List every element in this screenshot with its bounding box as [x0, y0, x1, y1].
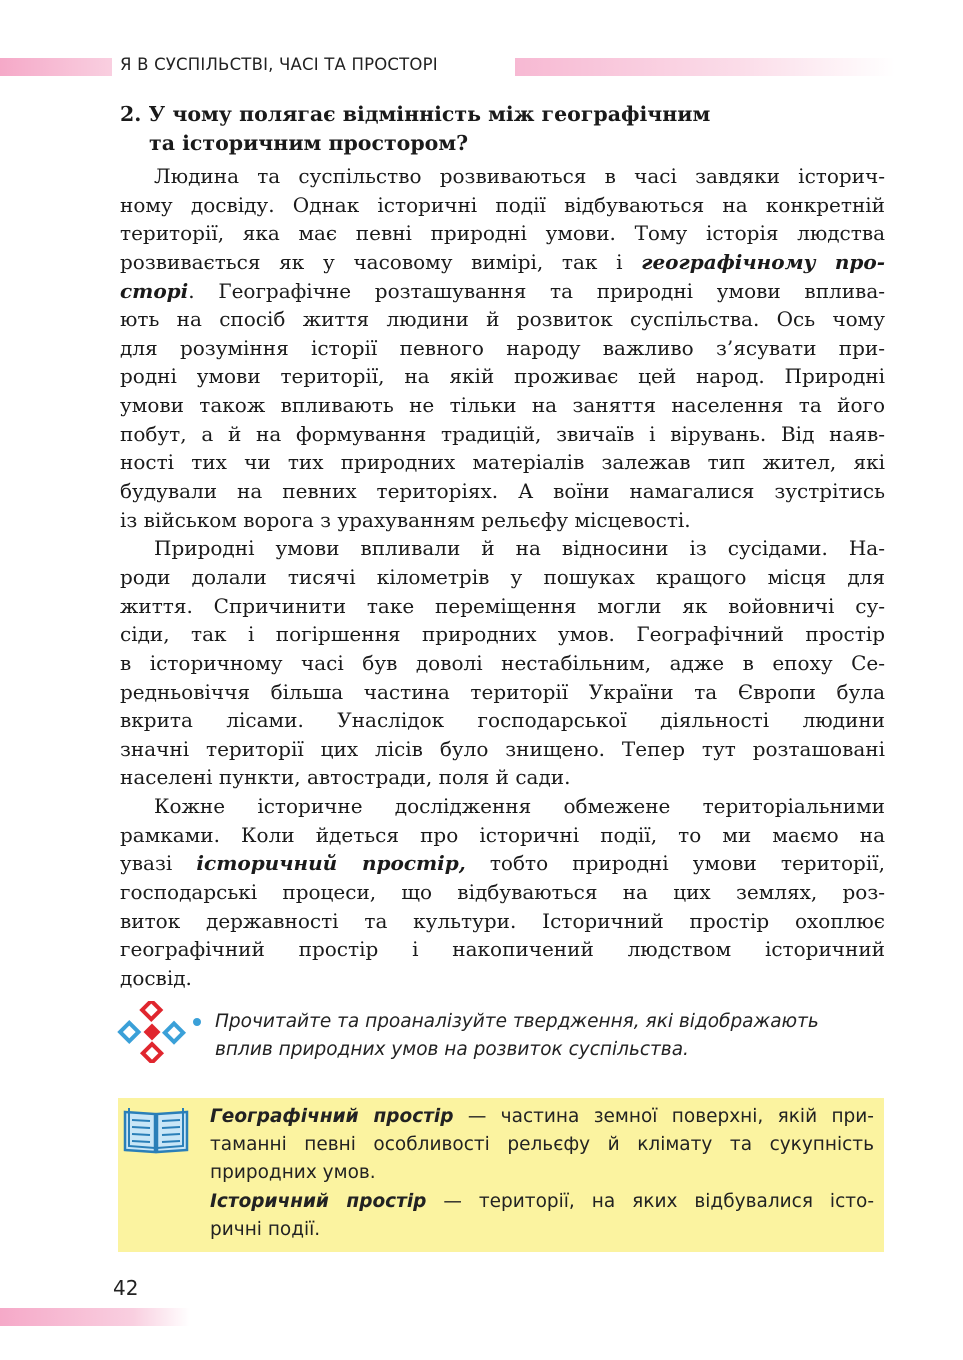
task-line: вплив природних умов на розвиток суспільства. [215, 1039, 689, 1060]
body-line [120, 907, 885, 936]
definition-geo-line: таманні певні особливості рельєфу й клімату та сукупність [210, 1134, 874, 1156]
body-text-run: сіди, так і погіршення природних умов. Географічний простір [120, 622, 885, 647]
definitions-text [210, 1103, 874, 1244]
body-text-run: досвід. [120, 965, 192, 990]
body-line [120, 706, 885, 735]
body-text-run: увазі [120, 851, 197, 876]
definition-hist-line [210, 1188, 874, 1216]
body-line [120, 191, 885, 220]
task-line: Прочитайте та проаналізуйте твердження, які відображають [215, 1011, 819, 1032]
section-number: 2. [120, 102, 142, 126]
emphasized-term: сторі [120, 278, 189, 303]
page-number: 42 [113, 1276, 139, 1300]
footer-decor [0, 1308, 190, 1326]
emphasized-term: історичний простір, [196, 851, 466, 876]
body-text-run: ному досвіду. Однак історичні події відбуваються на конкретній [120, 192, 885, 217]
body-text-run: умови також впливають не тільки на заняття населення та його [120, 393, 885, 418]
body-text-run: життя. Спричинити таке переміщення могли як войовничі су- [120, 593, 885, 618]
body-line [120, 506, 885, 535]
body-text-run: виток державності та культури. Історичний простір охоплює [120, 908, 885, 933]
body-text-run: ності тих чи тих природних матеріалів залежав тип жител, які [120, 450, 885, 475]
body-line [120, 219, 885, 248]
body-text-run: господарські процеси, що відбуваються на цих землях, роз- [120, 880, 885, 905]
task-diamond-icon [117, 1001, 187, 1063]
definition-geo-line: природних умов. [210, 1162, 376, 1184]
body-line [120, 821, 885, 850]
body-text-run: редньовіччя більша частина території України та Європи була [120, 679, 885, 704]
section-question-line1: У чому полягає відмінність між географічним [148, 102, 711, 126]
body-line [120, 420, 885, 449]
body-text [120, 162, 885, 993]
body-text-run: Людина та суспільство розвиваються в часі завдяки історич- [154, 164, 885, 188]
body-line [120, 849, 885, 878]
body-text-run: Природні умови впливали й на відносини із сусідами. На- [154, 536, 885, 561]
body-line [120, 649, 885, 678]
body-line [120, 334, 885, 363]
emphasized-term: географічному про- [641, 249, 885, 274]
body-line [120, 305, 885, 334]
body-line [120, 678, 885, 707]
body-line [120, 763, 885, 792]
body-text-run: ють на спосіб життя людини й розвиток суспільства. Ось чому [120, 307, 885, 332]
definition-geo-text: — частина земної поверхні, якій при- [453, 1106, 874, 1127]
body-text-run: побут, а й на формування традицій, звичаїв і вірувань. Від наяв- [120, 421, 885, 446]
definition-hist-text: — території, на яких відбувалися істо- [426, 1190, 874, 1212]
header-decor-left [0, 58, 112, 76]
body-line [120, 964, 885, 993]
body-text-run: в історичному часі був доволі нестабільним, адже в епоху Се- [120, 650, 885, 675]
term-geographic-space: Географічний простір [210, 1106, 454, 1127]
body-text-run: . Географічне розташування та природні умови вплива- [188, 278, 885, 303]
body-line [120, 162, 885, 191]
body-text-run: населені пункти, автостради, поля й сади. [120, 765, 571, 790]
body-text-run: рамками. Коли йдеться про історичні події, то ми маємо на [120, 822, 885, 847]
body-text-run: розвивається як у часовому вимірі, так і [120, 249, 642, 274]
bullet-icon [193, 1018, 201, 1026]
body-line [120, 391, 885, 420]
body-text-run: роди долали тисячі кілометрів у пошуках кращого місця для [120, 564, 885, 589]
body-text-run: вкрита лісами. Унаслідок господарської діяльності людини [120, 708, 885, 733]
body-line [120, 563, 885, 592]
body-line [120, 448, 885, 477]
body-text-run: із військом ворога з урахуванням рельєфу місцевості. [120, 507, 691, 532]
term-historical-space: Історичний простір [210, 1190, 427, 1212]
header-decor-right [515, 58, 895, 76]
body-text-run: значні території цих лісів було знищено. Тепер тут розташовані [120, 736, 885, 761]
body-line [120, 620, 885, 649]
body-text-run: території, яка має певні природні умови. Тому історія людства [120, 221, 885, 246]
body-line [120, 935, 885, 964]
body-text-run: Кожне історичне дослідження обмежене територіальними [154, 794, 885, 819]
section-heading [120, 100, 820, 158]
body-line [120, 277, 885, 306]
chapter-title: Я В СУСПІЛЬСТВІ, ЧАСІ ТА ПРОСТОРІ [120, 55, 438, 74]
body-text-run: родні умови території, на якій проживає цей народ. Природні [120, 364, 885, 389]
open-book-icon [122, 1104, 190, 1156]
body-text-run: будували на певних територіях. А воїни намагалися зустрітись [120, 479, 885, 504]
body-line [120, 534, 885, 563]
body-line [120, 878, 885, 907]
definition-geo-line [210, 1103, 874, 1131]
definition-hist-line: ричні події. [210, 1218, 321, 1240]
body-line [120, 735, 885, 764]
body-line [120, 592, 885, 621]
body-line [120, 477, 885, 506]
body-line [120, 792, 885, 821]
body-line [120, 248, 885, 277]
body-text-run: географічний простір і накопичений людством історичний [120, 937, 885, 962]
body-text-run: тобто природні умови території, [465, 851, 885, 876]
body-text-run: для розуміння історії певного народу важливо з’ясувати при- [120, 335, 885, 360]
section-question-line2: та історичним простором? [149, 131, 469, 155]
body-line [120, 362, 885, 391]
task-text [215, 1008, 885, 1064]
